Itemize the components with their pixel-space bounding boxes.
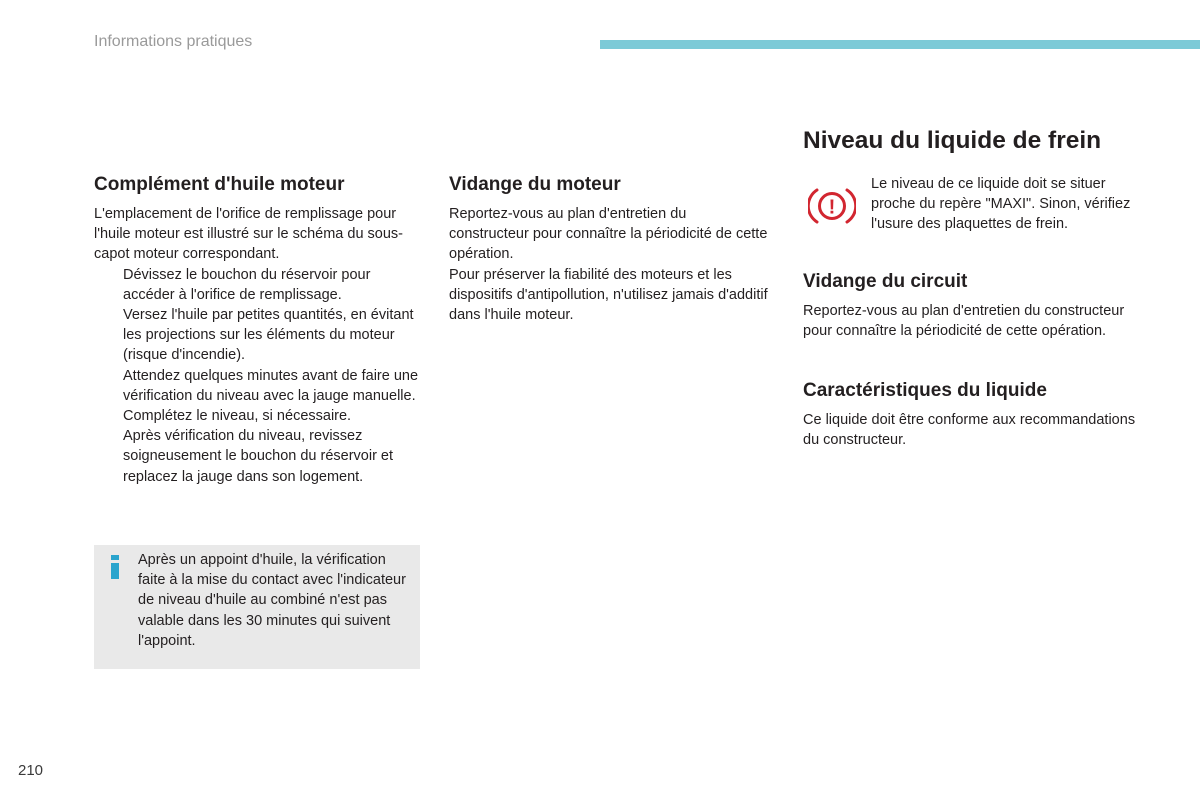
circuit-drain-text: Reportez-vous au plan d'entretien du constructeur pour connaître la périodicité de cette opération. — [803, 303, 1125, 340]
column-brake-fluid — [803, 123, 1143, 449]
step-text: Après vérification du niveau, revissez soigneusement le bouchon du réservoir et replacez la jauge dans son logement. — [123, 428, 394, 485]
subsection-circuit-drain — [803, 269, 1143, 341]
engine-oil-change-para2: Pour préserver la fiabilité des moteurs et les dispositifs d'antipollution, n'utilisez jamais d'additif dans l'huile moteur. — [449, 266, 768, 324]
info-icon — [110, 555, 120, 579]
step-text: Complétez le niveau, si nécessaire. — [123, 408, 352, 425]
list-item — [94, 265, 424, 305]
page-title-brake-fluid: Niveau du liquide de frein — [803, 127, 1102, 154]
list-item — [94, 426, 424, 487]
column-engine-oil-change — [449, 172, 769, 325]
svg-text:!: ! — [828, 196, 836, 219]
section-title-circuit-drain: Vidange du circuit — [803, 271, 968, 292]
page-number: 210 — [18, 762, 44, 779]
header-bar — [600, 40, 1200, 49]
subsection-fluid-specs — [803, 378, 1143, 450]
column-oil-top-up — [94, 172, 424, 487]
info-box — [94, 545, 420, 669]
section-title-oil-top-up: Complément d'huile moteur — [94, 174, 345, 195]
oil-top-up-intro: L'emplacement de l'orifice de remplissage pour l'huile moteur est illustré sur le schéma du sous-capot moteur correspondant. — [94, 206, 404, 263]
step-text: Dévissez le bouchon du réservoir pour accéder à l'orifice de remplissage. — [123, 266, 371, 303]
brake-fluid-note: Le niveau de ce liquide doit se situer proche du repère "MAXI". Sinon, vérifiez l'usure des plaquettes de frein. — [871, 176, 1131, 233]
list-item — [94, 366, 424, 406]
header-section-label: Informations pratiques — [94, 33, 253, 50]
info-box-text: Après un appoint d'huile, la vérification faite à la mise du contact avec l'indicateur de niveau d'huile au combiné n'est pas valable dans les 30 minutes qui suivent l'appoint. — [138, 552, 406, 649]
section-title-fluid-specs: Caractéristiques du liquide — [803, 380, 1047, 401]
step-text: Attendez quelques minutes avant de faire une vérification du niveau avec la jauge manuelle. — [123, 367, 419, 404]
section-title-engine-oil-change: Vidange du moteur — [449, 174, 621, 195]
step-text: Versez l'huile par petites quantités, en évitant les projections sur les éléments du moteur (risque d'incendie). — [123, 307, 414, 364]
brake-warning-icon — [808, 185, 856, 227]
list-item — [94, 305, 424, 366]
fluid-specs-text: Ce liquide doit être conforme aux recommandations du constructeur. — [803, 412, 1136, 449]
list-item — [94, 406, 424, 426]
oil-top-up-steps — [94, 265, 424, 487]
engine-oil-change-para1: Reportez-vous au plan d'entretien du constructeur pour connaître la périodicité de cette opération. — [449, 206, 768, 263]
